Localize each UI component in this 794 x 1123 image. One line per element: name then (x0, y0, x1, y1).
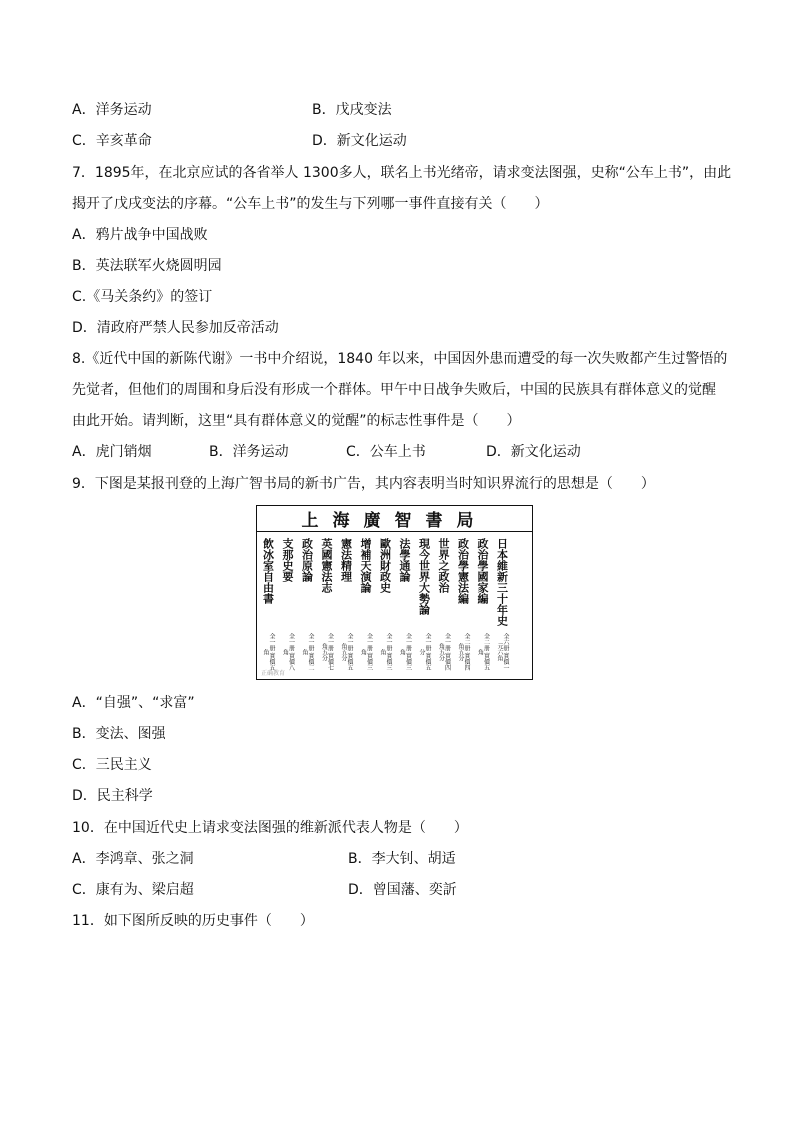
q11-stem: 11．如下图所反映的历史事件（ ） (72, 913, 314, 929)
ad-book-price: 全六册 實價一元六角 (496, 632, 509, 671)
ad-book-title: 法學通論 (398, 538, 411, 582)
q8-stem-line3: 由此开始。请判断，这里“具有群体意义的觉醒”的标志性事件是（ ） (72, 413, 521, 429)
q8-stem-line1: 8.《近代中国的新陈代谢》一书中介绍说，1840 年以来，中国因外患而遭受的每一次失败都产生过警悟的 (72, 351, 728, 367)
q10-option-c: C．康有为、梁启超 (72, 882, 194, 898)
q6-option-b: B．戊戌变法 (312, 102, 392, 118)
ad-book-title: 增補天演論 (359, 538, 372, 593)
ad-book-price: 全一册 實價五角 (262, 632, 275, 671)
ad-book-column (375, 538, 395, 673)
q7-option-a: A．鸦片战争中国战败 (72, 227, 208, 243)
q7-stem-line2: 揭开了戊戌变法的序幕。“公车上书”的发生与下列哪一事件直接有关（ ） (72, 196, 549, 212)
ad-book-column (317, 538, 337, 673)
q10-option-d: D．曾国藩、奕訢 (348, 882, 457, 898)
ad-book-title: 歐洲財政史 (378, 538, 392, 593)
ad-book-price: 全一册 實價三角 (398, 632, 412, 671)
ad-book-price: 全一册 實價三角 (359, 632, 373, 671)
ad-book-column (473, 538, 493, 673)
q8-stem-line2: 先觉者，但他们的周围和身后没有形成一个群体。甲午中日战争失败后，中国的民族具有群体意义的觉醒 (72, 382, 716, 398)
ad-book-title: 支那史要 (281, 538, 294, 582)
q9-stem: 9．下图是某报刊登的上海广智书局的新书广告，其内容表明当时知识界流行的思想是（ ） (72, 476, 655, 492)
ad-title: 上海廣智書局 (257, 506, 532, 532)
q9-option-d: D．民主科学 (72, 788, 153, 804)
ad-book-title: 日本維新三十年史 (495, 538, 509, 626)
q6-option-d: D．新文化运动 (312, 133, 407, 149)
ad-book-column (434, 538, 454, 673)
ad-book-title: 英國憲法志 (320, 538, 333, 593)
ad-book-title: 飲冰室自由書 (261, 538, 275, 604)
ad-book-price: 全二册 實價四角五分 (457, 632, 470, 671)
ad-book-price: 全一册 實價七角五分 (320, 632, 334, 671)
ad-book-title: 世界之政治 (437, 538, 450, 593)
q10-stem: 10．在中国近代史上请求变法图强的维新派代表人物是（ ） (72, 820, 468, 836)
q7-option-b: B．英法联军火烧圆明园 (72, 258, 222, 274)
ad-book-price: 全一册 實價四角五分 (437, 632, 451, 671)
q7-option-d: D．清政府严禁人民参加反帝活动 (72, 320, 279, 336)
ad-book-column (395, 538, 415, 673)
ad-book-column (492, 538, 512, 673)
ad-book-title: 現今世界大勢論 (417, 538, 431, 615)
ad-book-column (278, 538, 298, 673)
ad-book-price: 全一册 實價二角 (301, 632, 314, 671)
ad-watermark: 正确教育 (261, 670, 286, 677)
ad-book-column (336, 538, 356, 673)
q8-option-b: B．洋务运动 (209, 444, 289, 460)
q10-option-a: A．李鸿章、张之洞 (72, 851, 194, 867)
ad-book-column (356, 538, 376, 673)
ad-book-column (453, 538, 473, 673)
q9-option-c: C．三民主义 (72, 757, 152, 773)
q9-option-a: A．“自强”、“求富” (72, 695, 195, 711)
ad-book-title: 政治學國家編 (476, 538, 489, 604)
ad-book-title: 政治原論 (300, 538, 314, 582)
q7-option-c: C.《马关条约》的签订 (72, 289, 213, 305)
q8-option-d: D．新文化运动 (486, 444, 581, 460)
q8-option-a: A．虎门销烟 (72, 444, 152, 460)
bookstore-advertisement (256, 505, 533, 680)
ad-book-column (297, 538, 317, 673)
ad-book-title: 政治學憲法編 (456, 538, 470, 604)
q10-option-b: B．李大钊、胡适 (348, 851, 456, 867)
ad-book-column (258, 538, 278, 673)
ad-book-price: 全二册 實價五角 (476, 632, 490, 671)
ad-book-price: 全一册 實價八角 (281, 632, 295, 671)
ad-book-price: 全一册 實價五角五分 (340, 632, 353, 671)
ad-book-price: 全一册 實價三角 (379, 632, 392, 671)
ad-book-title: 憲法精理 (339, 538, 353, 582)
q9-option-b: B．变法、图强 (72, 726, 166, 742)
q7-stem-line1: 7．1895年，在北京应试的各省举人 1300多人，联名上书光绪帝，请求变法图强，史称“公车上书”，由此 (72, 165, 732, 181)
ad-book-price: 全一册 實價五分 (418, 632, 431, 671)
q8-option-c: C．公车上书 (346, 444, 426, 460)
q6-option-a: A．洋务运动 (72, 102, 152, 118)
ad-book-column (414, 538, 434, 673)
q6-option-c: C．辛亥革命 (72, 133, 152, 149)
